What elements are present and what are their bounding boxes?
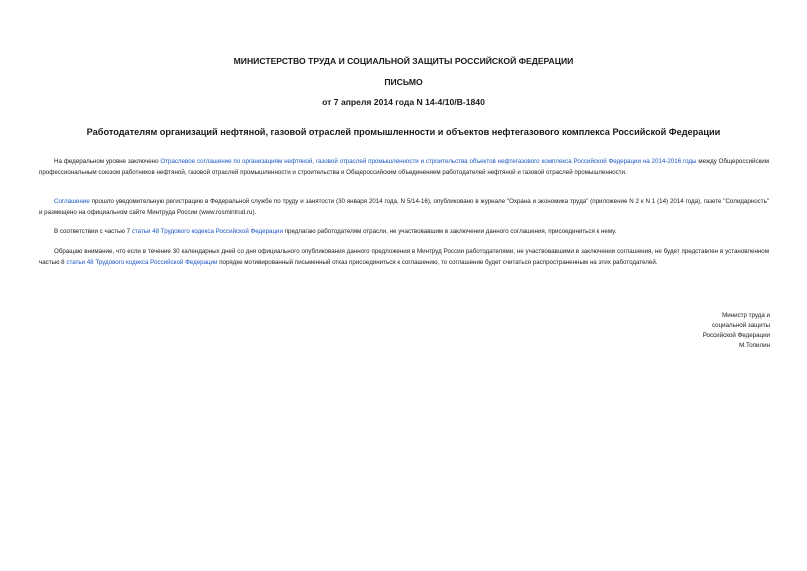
paragraph-agreement: [39, 157, 769, 178]
document-addressee: Работодателям организаций нефтяной, газовой отраслей промышленности и объектов нефтегазового комплекса Российской Федерации: [86, 127, 721, 137]
document-type: ПИСЬМО: [384, 77, 423, 87]
paragraph-registration-text: прошло уведомительную регистрацию в Федеральной службе по труду и занятости (30 января 2014 года, N 5/14-16), опубликовано в журнале "Охрана и экономика труда" (приложение N 2 к N 1 (14) 2014 года), газете "Солидарность" и размещено на официальном сайте Минтруда России (www.rosmintrud.ru).: [39, 198, 769, 216]
labor-code-article-48-link[interactable]: статьи 48 Трудового кодекса Российской Федерации: [131, 228, 283, 235]
paragraph-agreement-text-end: между Общероссийским профессиональным союзом работников нефтяной, газовой отраслей промышленности и строительства и Общероссийским объединением работодателей нефтяной и газовой отраслей промышленности.: [39, 158, 769, 176]
paragraph-notice-text-start: Обращаю внимание, что если в течение 30 календарных дней со дня официального опубликования данного предложения в Минтруд России работодателями, не участвовавшими в заключении соглашения, не будет представлен в установленном частью 8: [39, 248, 769, 266]
industry-agreement-link[interactable]: Отраслевое соглашение по организациям нефтяной, газовой отраслей промышленности и строительства объектов нефтегазового комплекса Российской Федерации на 2014-2016 годы: [160, 158, 697, 165]
paragraph-proposal-text-start: В соответствии с частью 7: [54, 228, 132, 235]
agreement-link[interactable]: Соглашение: [54, 198, 90, 205]
paragraph-proposal-text-end: предлагаю работодателям отрасли, не участвовавшим в заключении данного соглашения, присоединиться к нему.: [282, 228, 617, 235]
paragraph-registration: [39, 197, 769, 218]
paragraph-proposal: [39, 227, 769, 238]
signature-position-line-3: Российской Федерации: [702, 332, 770, 339]
ministry-title: МИНИСТЕРСТВО ТРУДА И СОЦИАЛЬНОЙ ЗАЩИТЫ РОССИЙСКОЙ ФЕДЕРАЦИИ: [233, 56, 574, 66]
signature-position-line-2: социальной защиты: [711, 322, 770, 329]
document-date-number: от 7 апреля 2014 года N 14-4/10/В-1840: [322, 97, 485, 107]
labor-code-article-48-link-2[interactable]: статьи 48 Трудового кодекса Российской Федерации: [66, 258, 218, 266]
signature-name: М.Топилин: [739, 342, 770, 349]
paragraph-notice: [39, 247, 769, 268]
signature-position-line-1: Министр труда и: [722, 312, 770, 319]
paragraph-notice-text-end: порядке мотивированный письменный отказ присоединиться к соглашению, то соглашение будет считаться распространенным на этих работодателей.: [217, 258, 658, 266]
paragraph-agreement-text-start: На федеральном уровне заключено: [54, 158, 161, 165]
